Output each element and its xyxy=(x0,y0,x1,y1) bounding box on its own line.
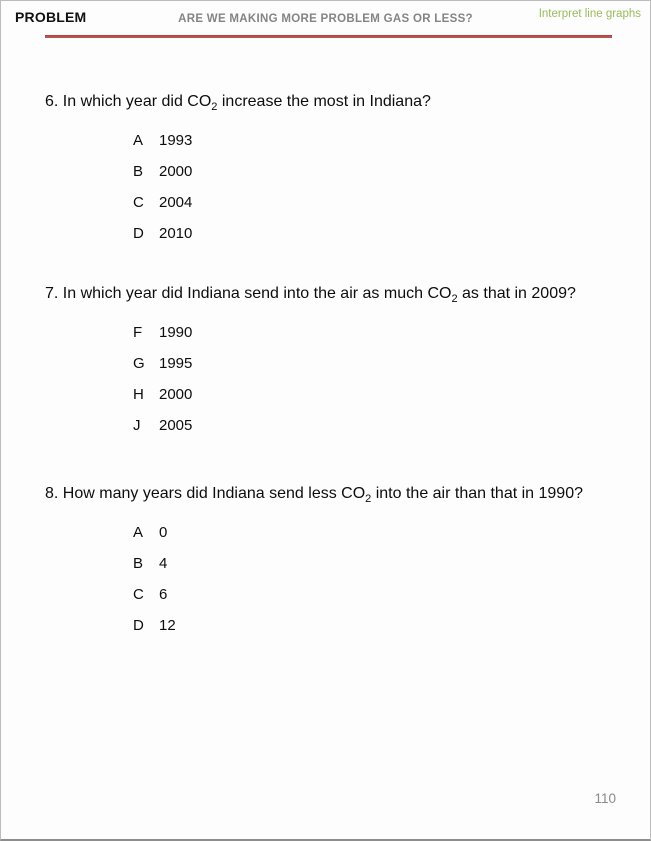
page-content xyxy=(1,90,650,636)
question-8-text-after: into the air than that in 1990? xyxy=(371,485,583,502)
option-letter: G xyxy=(133,355,145,372)
page-number: 110 xyxy=(594,791,616,806)
option-row xyxy=(133,617,606,636)
option-value: 0 xyxy=(159,524,168,541)
co2-subscript: 2 xyxy=(365,493,372,505)
option-letter: C xyxy=(133,586,144,603)
option-value: 1995 xyxy=(159,355,193,372)
option-row xyxy=(133,132,606,151)
option-letter: B xyxy=(133,163,144,180)
question-8-options xyxy=(133,524,606,636)
question-7-text-after: as that in 2009? xyxy=(457,285,576,302)
option-letter: D xyxy=(133,617,144,634)
question-6-text-before: 6. In which year did CO xyxy=(45,93,212,110)
header-problem-label: PROBLEM xyxy=(15,9,87,25)
question-7-text-before: 7. In which year did Indiana send into the air as much CO xyxy=(45,285,452,302)
question-7-options xyxy=(133,324,606,436)
option-row xyxy=(133,324,606,343)
question-8-text xyxy=(45,482,606,506)
option-value: 2010 xyxy=(159,225,193,242)
option-row xyxy=(133,417,606,436)
option-value: 2000 xyxy=(159,163,193,180)
question-6 xyxy=(45,90,606,244)
option-value: 2000 xyxy=(159,386,193,403)
option-letter: J xyxy=(133,417,141,434)
co2-subscript: 2 xyxy=(211,101,218,113)
option-letter: H xyxy=(133,386,144,403)
option-letter: A xyxy=(133,132,144,149)
option-value: 1993 xyxy=(159,132,193,149)
header-title: ARE WE MAKING MORE PROBLEM GAS OR LESS? xyxy=(178,13,473,25)
option-row xyxy=(133,524,606,543)
option-row xyxy=(133,225,606,244)
page-header xyxy=(1,1,650,30)
option-value: 12 xyxy=(159,617,176,634)
option-value: 2005 xyxy=(159,417,193,434)
question-6-text xyxy=(45,90,606,114)
co2-subscript: 2 xyxy=(451,293,458,305)
question-6-text-after: increase the most in Indiana? xyxy=(217,93,431,110)
option-letter: F xyxy=(133,324,143,341)
option-letter: D xyxy=(133,225,144,242)
option-letter: A xyxy=(133,524,144,541)
question-6-options xyxy=(133,132,606,244)
option-letter: C xyxy=(133,194,144,211)
option-value: 6 xyxy=(159,586,168,603)
option-row xyxy=(133,194,606,213)
option-row xyxy=(133,555,606,574)
option-value: 1990 xyxy=(159,324,193,341)
question-8-text-before: 8. How many years did Indiana send less CO xyxy=(45,485,366,502)
option-value: 4 xyxy=(159,555,168,572)
option-row xyxy=(133,355,606,374)
option-row xyxy=(133,163,606,182)
option-value: 2004 xyxy=(159,194,193,211)
option-letter: B xyxy=(133,555,144,572)
question-7 xyxy=(45,282,606,436)
option-row xyxy=(133,386,606,405)
header-rule-divider xyxy=(45,35,612,38)
question-7-text xyxy=(45,282,606,306)
question-8 xyxy=(45,482,606,636)
header-topic-label: Interpret line graphs xyxy=(538,8,641,20)
option-row xyxy=(133,586,606,605)
